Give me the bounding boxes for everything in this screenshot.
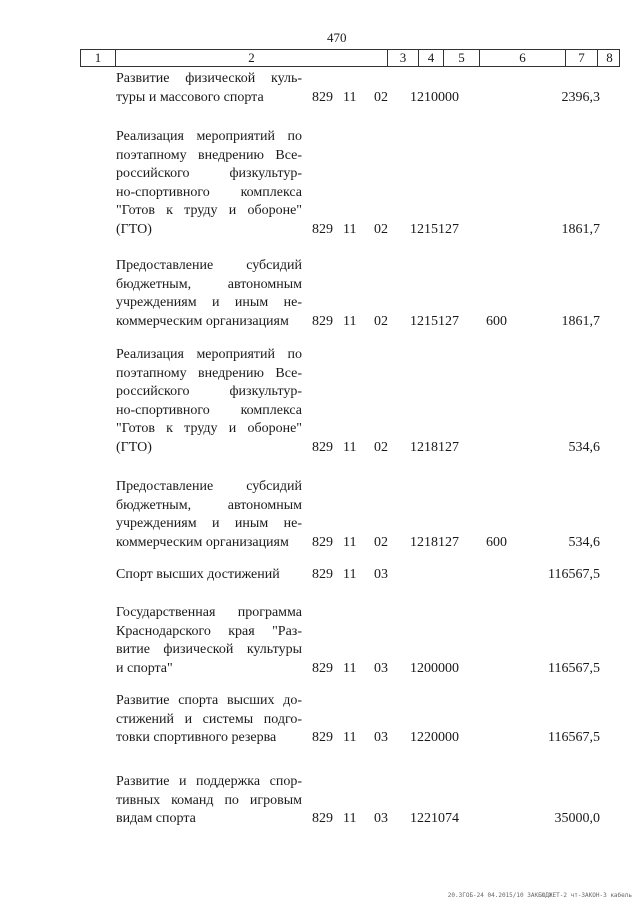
- col-pr: 02: [374, 534, 388, 550]
- row-name-line: но-спортивного комплекса: [116, 402, 302, 418]
- col-gr: 829: [312, 222, 333, 237]
- row-name-line: и спорта": [116, 660, 173, 676]
- row-name: [116, 478, 302, 552]
- col-pr: 02: [374, 89, 388, 105]
- row-name: [116, 773, 302, 829]
- row-name-line: российского физкультур-: [116, 384, 302, 400]
- row-name-line: Спорт высших достижений: [116, 567, 280, 582]
- col-sum: 116567,5: [548, 730, 600, 746]
- col-sum: 35000,0: [554, 811, 600, 827]
- row-name-line: Государственная программа: [116, 605, 302, 620]
- header-col-8: 8: [597, 50, 621, 66]
- footer-code: 20.3ГОБ-24 04.2015/10 ЗАКБЮДЖЕТ-2 чт-ЗАКОН-3 кабель: [447, 892, 632, 899]
- row-name-line: коммерческим организациям: [116, 313, 289, 329]
- row-name-line: туры и массового спорта: [116, 89, 264, 105]
- table-header: [80, 49, 620, 67]
- col-rz: 11: [343, 534, 357, 550]
- col-pr: 03: [374, 730, 388, 746]
- col-rz: 11: [343, 313, 357, 329]
- row-name-line: видам спорта: [116, 811, 196, 827]
- header-col-5: 5: [443, 50, 479, 66]
- header-col-4: 4: [418, 50, 443, 66]
- col-vr: 600: [486, 534, 507, 550]
- header-col-3: 3: [387, 50, 418, 66]
- col-csr: 1218127: [410, 534, 459, 550]
- row-name-line: (ГТО): [116, 221, 152, 237]
- row-name-line: Реализация мероприятий по: [116, 129, 302, 144]
- col-pr: 02: [374, 222, 388, 237]
- row-name-line: Развитие спорта высших до-: [116, 693, 302, 708]
- row-name-line: Развитие физической куль-: [116, 71, 302, 86]
- col-gr: 829: [312, 440, 333, 455]
- row-name: [116, 70, 302, 107]
- col-csr: 1218127: [410, 440, 459, 455]
- row-name-line: Реализация мероприятий по: [116, 347, 302, 362]
- col-rz: 11: [343, 89, 357, 105]
- col-rz: 11: [343, 222, 357, 237]
- col-pr: 03: [374, 811, 388, 827]
- row-name-line: "Готов к труду и обороне": [116, 421, 302, 437]
- row-name: [116, 128, 302, 240]
- col-vr: 600: [486, 313, 507, 329]
- col-pr: 03: [374, 660, 388, 676]
- header-col-1: 1: [94, 50, 102, 65]
- col-pr: 02: [374, 440, 388, 455]
- header-col-2: 2: [115, 50, 387, 66]
- col-pr: 03: [374, 567, 388, 582]
- col-gr: 829: [312, 730, 333, 746]
- row-name-line: Развитие и поддержка спор-: [116, 774, 302, 789]
- col-sum: 534,6: [568, 534, 600, 550]
- row-name-line: витие физической культуры: [116, 642, 302, 658]
- row-name-line: бюджетным, автономным: [116, 497, 302, 513]
- row-name-line: поэтапному внедрению Все-: [116, 147, 302, 163]
- row-name: [116, 566, 302, 585]
- col-csr: 1200000: [410, 660, 459, 676]
- row-name-line: Предоставление субсидий: [116, 479, 302, 494]
- col-csr: 1220000: [410, 730, 459, 746]
- col-csr: 1210000: [410, 89, 459, 105]
- col-gr: 829: [312, 567, 333, 582]
- row-name-line: бюджетным, автономным: [116, 276, 302, 292]
- row-name: [116, 604, 302, 678]
- row-name-line: российского физкультур-: [116, 166, 302, 182]
- col-gr: 829: [312, 313, 333, 329]
- col-rz: 11: [343, 440, 357, 455]
- col-rz: 11: [343, 811, 357, 827]
- col-rz: 11: [343, 567, 357, 582]
- col-gr: 829: [312, 89, 333, 105]
- col-sum: 116567,5: [548, 660, 600, 676]
- col-sum: 1861,7: [561, 222, 600, 237]
- row-name-line: учреждениям и иным не-: [116, 516, 302, 532]
- row-name: [116, 257, 302, 331]
- col-rz: 11: [343, 730, 357, 746]
- col-gr: 829: [312, 660, 333, 676]
- col-gr: 829: [312, 811, 333, 827]
- col-csr: 1215127: [410, 313, 459, 329]
- col-sum: 534,6: [568, 440, 600, 455]
- col-rz: 11: [343, 660, 357, 676]
- row-name-line: Краснодарского края "Раз-: [116, 623, 302, 639]
- row-name-line: (ГТО): [116, 439, 152, 455]
- row-name-line: поэтапному внедрению Все-: [116, 365, 302, 381]
- col-csr: 1221074: [410, 811, 459, 827]
- page-number: 470: [327, 30, 347, 45]
- row-name-line: но-спортивного комплекса: [116, 184, 302, 200]
- header-col-6: 6: [479, 50, 565, 66]
- row-name-line: стижений и системы подго-: [116, 711, 302, 727]
- row-name: [116, 692, 302, 748]
- col-sum: 1861,7: [561, 313, 600, 329]
- col-pr: 02: [374, 313, 388, 329]
- row-name-line: Предоставление субсидий: [116, 258, 302, 273]
- col-sum: 2396,3: [561, 89, 600, 105]
- row-name-line: "Готов к труду и обороне": [116, 203, 302, 219]
- row-name-line: учреждениям и иным не-: [116, 295, 302, 311]
- row-name-line: коммерческим организациям: [116, 534, 289, 550]
- header-col-7: 7: [565, 50, 597, 66]
- col-sum: 116567,5: [548, 567, 600, 582]
- col-gr: 829: [312, 534, 333, 550]
- row-name-line: тивных команд по игровым: [116, 792, 302, 808]
- row-name: [116, 346, 302, 458]
- row-name-line: товки спортивного резерва: [116, 730, 277, 746]
- col-csr: 1215127: [410, 222, 459, 237]
